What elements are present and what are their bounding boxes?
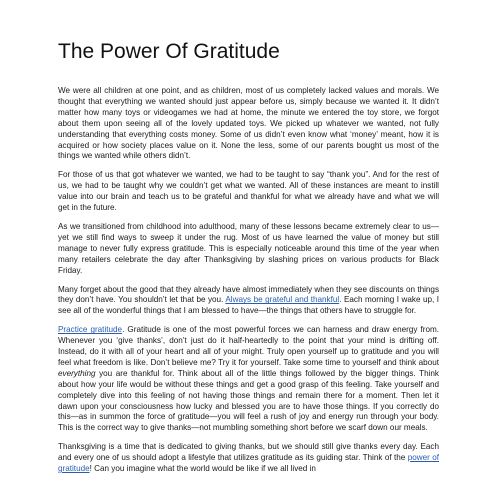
paragraph-1: We were all children at one point, and as children, most of us completely lacked values and morals. We thought that everything we wanted should just appear before us, simply because we wanted it. It didn’t matter how many toys or videogames we had at home, the minute we entered the toy store, we forgot about them upon seeing all of the lovely updated toys. We picked up whatever we wanted, not fully understanding that everything costs money. Some of us didn’t even know what ‘money’ meant, how it is acquired or how society places value on it. None the less, some of our parents bought us most of the things we wanted while others didn’t. (58, 86, 439, 161)
paragraph-4 (58, 285, 439, 318)
grateful-thankful-link[interactable]: Always be grateful and thankful (225, 295, 340, 305)
paragraph-6-text-before: Thanksgiving is a time that is dedicated to giving thanks, but we should still give thanks every day. Each and every one of us should adopt a lifestyle that utilizes gratitude as its guiding star. Think of the (58, 442, 439, 463)
paragraph-2: For those of us that got whatever we wanted, we had to be taught to say “thank you”. And for the rest of us, we had to be taught why we couldn’t get what we wanted. All of these instances are meant to instill value into our brain and teach us to be grateful and thankful for what we already have and what we will get in the future. (58, 170, 439, 213)
paragraph-5-emphasis: everything (58, 368, 96, 378)
paragraph-6 (58, 442, 439, 475)
paragraph-5-text-part2: you are thankful for. Think about all of the little things followed by the bigger things. Think about how your life would be without these things and get a good grasp of this feeling. Take yourself and completely dive into this feeling of not having those things and remain there for a moment. Then let it dawn upon your consciousness how lucky and blessed you are to have those things. If you correctly do this—as in summon the force of gratitude—you will feel a rush of joy and energy run through your body. This is the correct way to give thanks—not mumbling something short before we scarf down our meals. (58, 368, 439, 433)
document-title: The Power Of Gratitude (58, 40, 280, 63)
paragraph-6-text-after: ! Can you imagine what the world would be like if we all lived in (89, 464, 316, 474)
paragraph-4-text-before: Many forget about the good that they already have almost immediately when they see discounts on things they don’t have. You shouldn’t let that be you. (58, 284, 439, 305)
paragraph-5 (58, 325, 439, 434)
paragraph-4-text-after: . Each morning I wake up, I see all of the wonderful things that I am blessed to have—the things that others have to struggle for. (58, 295, 440, 316)
paragraph-5-text-part1: . Gratitude is one of the most powerful forces we can harness and draw energy from. Whenever you ‘give thanks’, don’t just do it half-heartedly to the point that your mind is drifting off. Instead, do it with all of your heart and all of your might. Truly open yourself up to gratitude and you will feel what freedom is like. Don’t believe me? Try it for yourself. Take some time to yourself and think about (58, 325, 440, 367)
paragraph-3: As we transitioned from childhood into adulthood, many of these lessons became extremely clear to us—yet we still find ways to sweep it under the rug. Most of us have learned the value of money but still manage to never fully express gratitude. This is especially noticeable around this time of the year when many retailers celebrate the day after Thanksgiving by slashing prices on various products for Black Friday. (58, 221, 439, 275)
power-of-gratitude-link[interactable]: power of gratitude (58, 453, 439, 474)
practice-gratitude-link[interactable]: Practice gratitude (58, 325, 123, 335)
